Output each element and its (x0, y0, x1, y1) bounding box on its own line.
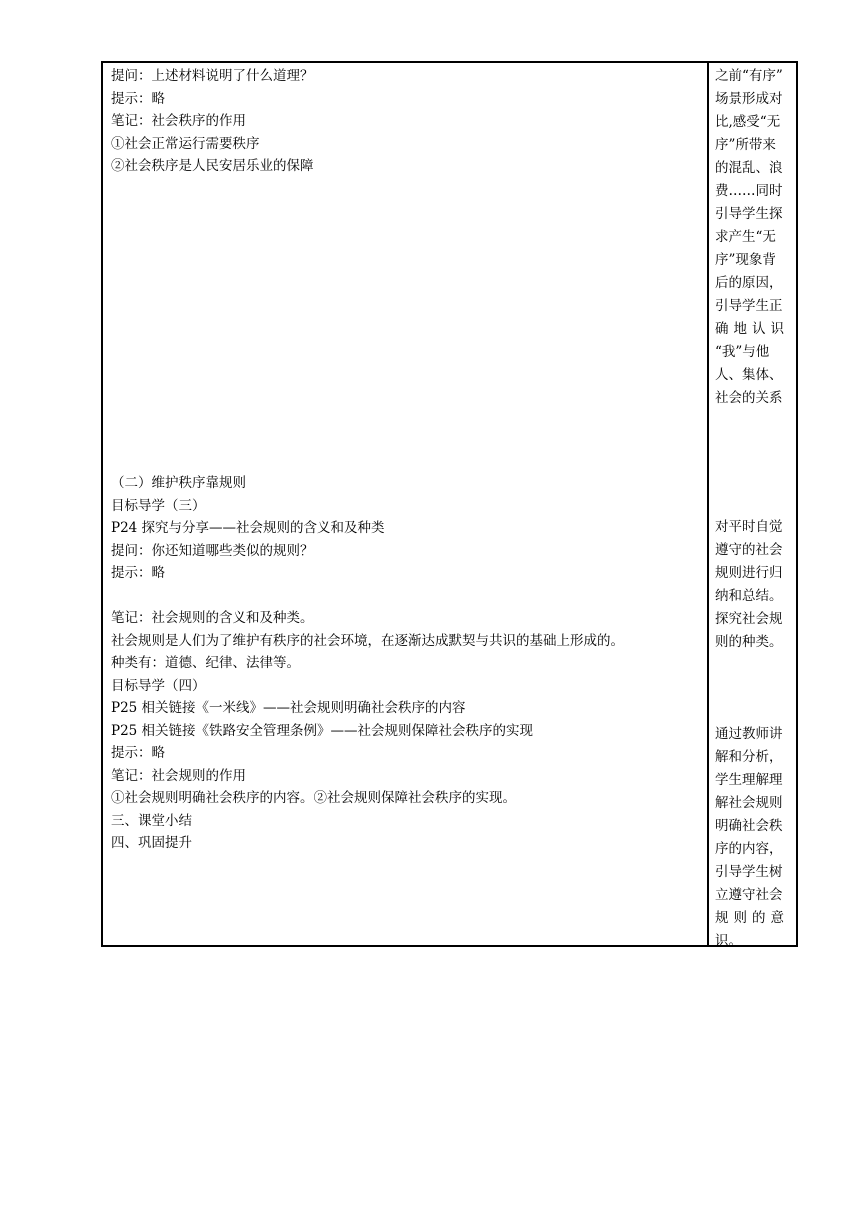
content-line: 笔记：社会秩序的作用 (111, 113, 246, 129)
note-line: 求产生“无 (715, 229, 776, 245)
note-line: 引导学生正 (715, 298, 783, 314)
content-line: ①社会正常运行需要秩序 (111, 135, 260, 152)
content-line: 笔记：社会规则的含义和及种类。 (111, 610, 314, 626)
note-line: 探究社会规 (715, 611, 783, 627)
note-line: 费……同时 (715, 183, 783, 199)
note-line: “我”与他 (715, 344, 770, 360)
note-line: 规则的意 (715, 910, 789, 926)
note-line: 解社会规则 (715, 795, 783, 811)
note-line: 规则进行归 (715, 565, 783, 581)
note-line: 序”现象背 (715, 252, 776, 268)
note-line: 通过教师讲 (715, 726, 783, 742)
content-line: P25 相关链接《一米线》——社会规则明确社会秩序的内容 (111, 700, 466, 716)
content-line: 笔记：社会规则的作用 (111, 767, 246, 784)
design-note-3 (715, 723, 793, 953)
note-line: 解和分析， (715, 749, 783, 765)
note-line: 之前“有序” (715, 68, 783, 84)
note-line: 人、集体、 (715, 367, 783, 383)
content-section-rule-role (111, 607, 624, 855)
content-line: 种类有：道德、纪律、法律等。 (111, 655, 300, 671)
content-line: 三、课堂小结 (111, 812, 192, 829)
note-line: 识。 (715, 933, 742, 949)
note-line: 立遵守社会 (715, 887, 783, 903)
note-line: 社会的关系 (715, 390, 783, 406)
content-line: 社会规则是人们为了维护有秩序的社会环境，在逐渐达成默契与共识的基础上形成的。 (111, 632, 624, 649)
lesson-plan-table (101, 61, 798, 947)
note-line: 学生理解理 (715, 772, 783, 788)
content-section-order-role (111, 65, 314, 178)
column-divider (707, 63, 709, 945)
content-line: 四、巩固提升 (111, 835, 192, 851)
content-line: P24 探究与分享——社会规则的含义和及种类 (111, 520, 385, 536)
note-line: 后的原因， (715, 275, 783, 291)
design-note-2 (715, 516, 793, 654)
content-line: 提示：略 (111, 745, 165, 761)
content-line: 提问：你还知道哪些类似的规则？ (111, 542, 314, 559)
note-line: 序的内容， (715, 841, 783, 857)
content-line: 目标导学（三） (111, 497, 206, 514)
note-line: 遵守的社会 (715, 542, 783, 558)
content-line: ②社会秩序是人民安居乐业的保障 (111, 158, 314, 174)
note-line: 比,感受“无 (715, 114, 781, 130)
note-line: 明确社会秩 (715, 818, 783, 834)
note-line: 引导学生探 (715, 206, 783, 222)
content-section-rules (111, 472, 385, 585)
content-line: 提示：略 (111, 90, 165, 107)
note-line: 对平时自觉 (715, 519, 783, 535)
note-line: 确地认识 (715, 321, 789, 337)
note-line: 的混乱、浪 (715, 160, 783, 176)
content-line: 提示：略 (111, 565, 165, 581)
note-line: 纳和总结。 (715, 588, 783, 604)
note-line: 引导学生树 (715, 864, 783, 880)
content-line: P25 相关链接《铁路安全管理条例》——社会规则保障社会秩序的实现 (111, 722, 534, 739)
note-line: 序”所带来 (715, 137, 776, 153)
design-note-1 (715, 65, 793, 410)
content-line: ①社会规则明确社会秩序的内容。②社会规则保障社会秩序的实现。 (111, 790, 516, 806)
note-line: 场景形成对 (715, 91, 783, 107)
content-line: 提问：上述材料说明了什么道理？ (111, 68, 314, 84)
note-line: 则的种类。 (715, 634, 783, 650)
content-line: 目标导学（四） (111, 677, 206, 694)
content-line: （二）维护秩序靠规则 (111, 475, 246, 491)
